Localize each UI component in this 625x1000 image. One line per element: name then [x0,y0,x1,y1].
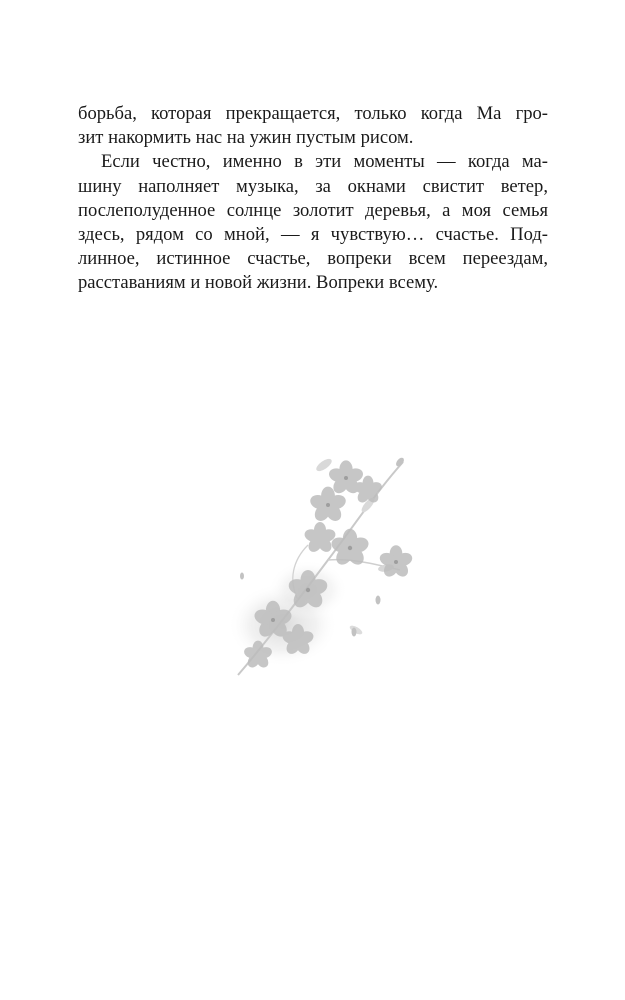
text-line: борьба, которая прекращается, только когда Ма гро- [78,103,548,124]
text-line: шину наполняет музыка, за окнами свистит ветер, [78,175,548,197]
text-line: послеполуденное солнце золотит деревья, а моя семья [78,199,548,221]
body-text [78,102,548,296]
paragraph-1 [78,102,548,150]
paragraph-2 [78,150,548,295]
text-line: здесь, рядом со мной, — я чувствую… счастье. Под- [78,224,548,246]
text-line: Если честно, именно в эти моменты — когда ма- [101,151,548,173]
text-line: линное, истинное счастье, вопреки всем переездам, [78,248,548,270]
text-line: зит накормить нас на ужин пустым рисом. [78,127,414,149]
text-line: расставаниям и новой жизни. Вопреки всему. [78,272,439,294]
cherry-blossom-branch-icon [228,450,428,690]
